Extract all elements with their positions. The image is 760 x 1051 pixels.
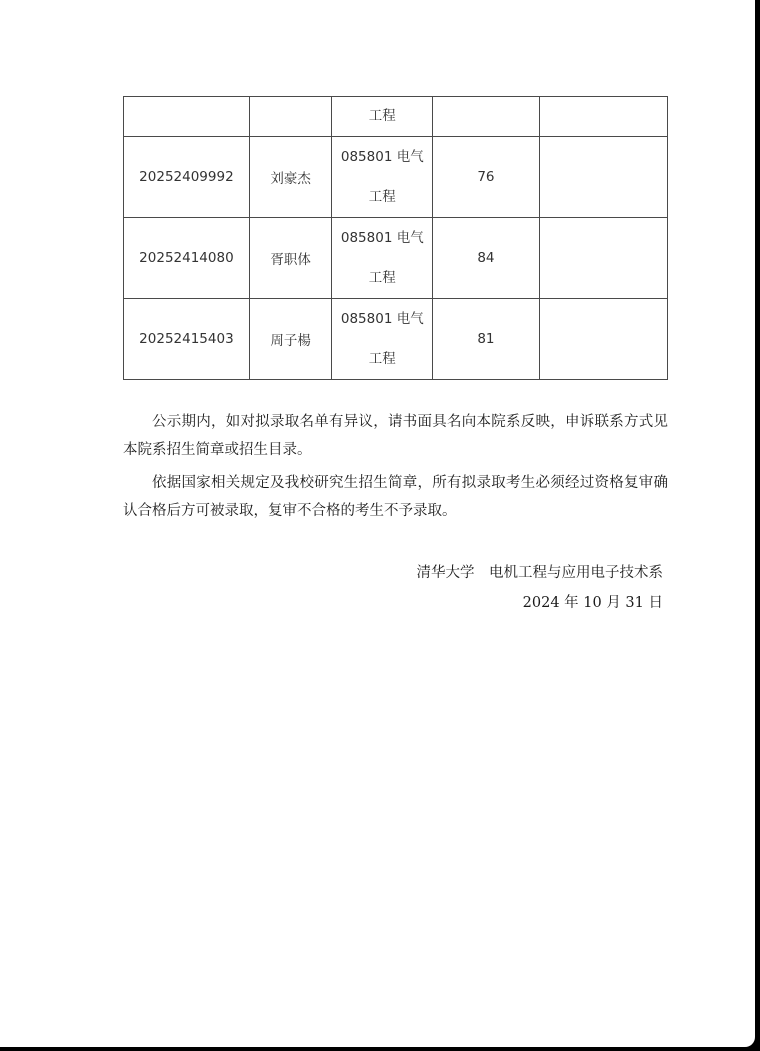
major-cell xyxy=(332,97,433,137)
major-line: 工程 xyxy=(368,189,396,205)
table-row xyxy=(124,97,668,137)
table-row xyxy=(124,299,668,380)
major-line: 085801 电气 xyxy=(340,311,424,327)
signature-organization: 清华大学 电机工程与应用电子技术系 xyxy=(416,565,663,581)
major-line: 085801 电气 xyxy=(340,149,424,165)
note-cell xyxy=(539,299,667,380)
table-row xyxy=(124,218,668,299)
candidate-id-cell: 20252409992 xyxy=(124,137,250,218)
score-cell: 76 xyxy=(433,137,540,218)
candidate-id-cell xyxy=(124,97,250,137)
signature-date: 2024 年 10 月 31 日 xyxy=(522,595,663,611)
candidate-id-cell: 20252415403 xyxy=(124,299,250,380)
score-cell: 81 xyxy=(433,299,540,380)
table-row xyxy=(124,137,668,218)
note-cell xyxy=(539,218,667,299)
score-cell: 84 xyxy=(433,218,540,299)
note-cell xyxy=(539,137,667,218)
major-cell xyxy=(332,137,433,218)
major-line: 工程 xyxy=(368,108,396,124)
review-requirement-paragraph: 依据国家相关规定及我校研究生招生简章，所有拟录取考生必须经过资格复审确认合格后方可被录取，复审不合格的考生不予录取。 xyxy=(123,475,668,519)
major-cell xyxy=(332,299,433,380)
candidate-name-cell: 刘豪杰 xyxy=(249,137,332,218)
objection-notice-paragraph: 公示期内，如对拟录取名单有异议，请书面具名向本院系反映，申诉联系方式见本院系招生简章或招生目录。 xyxy=(123,414,668,458)
admission-table xyxy=(123,96,668,380)
candidate-id-cell: 20252414080 xyxy=(124,218,250,299)
major-line: 工程 xyxy=(368,351,396,367)
score-cell xyxy=(433,97,540,137)
note-cell xyxy=(539,97,667,137)
candidate-name-cell: 胥职体 xyxy=(249,218,332,299)
major-cell xyxy=(332,218,433,299)
major-line: 工程 xyxy=(368,270,396,286)
candidate-name-cell: 周子楊 xyxy=(249,299,332,380)
candidate-name-cell xyxy=(249,97,332,137)
major-line: 085801 电气 xyxy=(340,230,424,246)
